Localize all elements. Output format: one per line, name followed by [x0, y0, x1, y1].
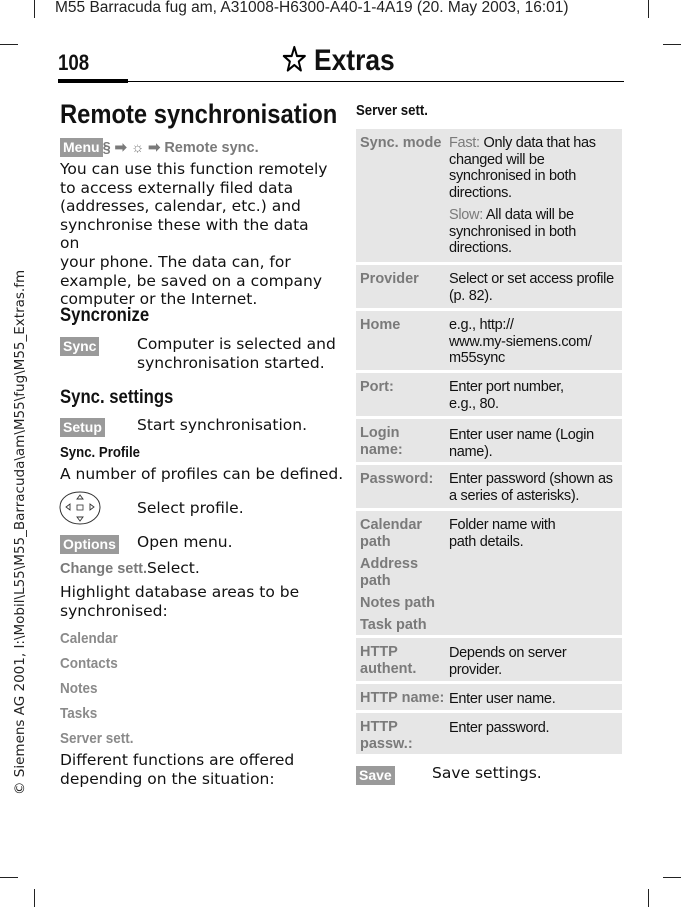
profile-text: A number of profiles can be defined.	[60, 465, 344, 483]
print-header: M55 Barracuda fug am, A31008-H6300-A40-1-4A19 (20. May 2003, 16:01)	[55, 0, 569, 16]
row-value	[449, 517, 619, 550]
crop-mark	[663, 44, 681, 45]
sync-mode-value	[449, 135, 619, 257]
text-line: directions.	[449, 240, 512, 256]
text-line: Enter user name (Login	[449, 427, 594, 443]
page-heading: Remote synchronisation	[60, 99, 338, 129]
text-line: directions.	[449, 184, 512, 201]
area-calendar: Calendar	[60, 630, 118, 647]
text-line: example, be saved on a company	[60, 271, 323, 290]
crop-mark	[648, 889, 649, 907]
offered-text	[60, 751, 330, 788]
text-line: Highlight database areas to be	[60, 583, 300, 601]
text-line: Enter password (shown as	[449, 471, 613, 487]
table-row-sync-mode	[356, 129, 622, 262]
area-tasks: Tasks	[60, 705, 98, 722]
text-line: synchronise these with the data on	[60, 215, 309, 253]
area-contacts: Contacts	[60, 655, 118, 672]
table-row-port	[356, 373, 622, 416]
text-line: a series of asterisks).	[449, 487, 580, 504]
chapter-title	[282, 44, 395, 78]
text-line: Select or set access profile	[449, 271, 614, 287]
row-label: Home	[360, 317, 401, 333]
row-label: Port:	[360, 379, 394, 395]
text-line: your phone. The data can, for	[60, 252, 291, 271]
row-label: HTTP name:	[360, 690, 445, 706]
text-line: name).	[449, 443, 493, 460]
options-key-wrap	[60, 534, 119, 554]
text-line: Enter port number,	[449, 379, 564, 395]
crop-mark	[663, 877, 681, 878]
change-settings-line	[60, 558, 200, 578]
table-row-provider	[356, 265, 622, 308]
setup-key-wrap	[60, 417, 105, 437]
row-label: Address path	[360, 556, 419, 589]
save-description: Save settings.	[432, 764, 542, 782]
setup-description: Start synchronisation.	[137, 416, 308, 434]
setup-key: Setup	[60, 418, 105, 437]
text-line: depending on the situation:	[60, 769, 275, 788]
row-label: Sync. mode	[360, 135, 442, 151]
title-rule	[58, 81, 624, 82]
row-label: HTTP passw.:	[360, 719, 413, 752]
text-line: e.g., http://	[449, 317, 514, 333]
row-value	[449, 720, 619, 737]
row-label: Task path	[360, 617, 427, 633]
fast-label: Fast:	[449, 135, 480, 151]
row-value	[449, 427, 619, 460]
row-label: Login name:	[360, 425, 403, 458]
text-line: (p. 82).	[449, 287, 493, 304]
text-line: synchronised in both	[449, 168, 576, 184]
nav-path	[60, 137, 259, 157]
row-value	[449, 379, 619, 412]
section-heading-sync-settings: Sync. settings	[60, 387, 174, 408]
row-label: Calendar path	[360, 517, 423, 550]
chapter-label: Extras	[313, 44, 395, 77]
highlight-text	[60, 583, 330, 620]
row-value	[449, 271, 619, 304]
sidebar-file-path: © Siemens AG 2001, I:\Mobil\L55\M55_Barracuda\am\M55\fug\M55_Extras.fm	[12, 269, 28, 795]
text-line: m55sync	[449, 350, 505, 366]
crop-mark	[34, 0, 35, 18]
text-line: provider.	[449, 661, 502, 678]
table-row-http-passw	[356, 713, 622, 754]
server-settings-heading: Server sett.	[356, 102, 428, 119]
text-line: synchronised in both	[449, 223, 576, 240]
text-line: Only data that has	[483, 135, 596, 151]
area-server-settings: Server sett.	[60, 730, 134, 747]
row-label: Password:	[360, 471, 434, 487]
text-line: Folder name with	[449, 517, 556, 533]
table-row-login-name	[356, 419, 622, 462]
options-description: Open menu.	[137, 533, 233, 551]
intro-paragraph	[60, 160, 330, 309]
row-value	[449, 471, 619, 504]
text-line: All data will be	[485, 207, 574, 223]
text-line: (addresses, calendar, etc.) and	[60, 197, 301, 216]
page-number: 108	[58, 50, 90, 75]
table-row-http-name	[356, 684, 622, 710]
text-line: computer or the Internet.	[60, 290, 258, 309]
row-value	[449, 645, 619, 678]
crop-mark	[0, 44, 18, 45]
text-line: synchronisation started.	[137, 353, 325, 372]
table-row-http-authent	[356, 638, 622, 681]
nav-path-tail: § ➡ ☼ ➡ Remote sync.	[102, 140, 259, 156]
text-line: Different functions are offered	[60, 751, 295, 769]
row-label: Notes path	[360, 595, 435, 611]
sync-key: Sync	[60, 337, 99, 356]
sync-key-wrap	[60, 336, 99, 356]
row-value	[449, 691, 619, 708]
table-row-paths	[356, 511, 622, 635]
text-line: Enter password.	[449, 720, 550, 736]
text-line: to access externally filed data	[60, 178, 294, 197]
path-labels	[360, 517, 444, 634]
save-key: Save	[356, 766, 395, 785]
save-key-wrap	[356, 765, 395, 785]
change-settings-description: Select.	[147, 559, 200, 577]
crop-mark	[34, 889, 35, 907]
row-label: HTTP authent.	[360, 644, 417, 677]
crop-mark	[648, 0, 649, 18]
star-icon	[282, 45, 307, 73]
profile-heading: Sync. Profile	[60, 444, 140, 461]
text-line: path details.	[449, 533, 524, 550]
select-profile-description: Select profile.	[137, 499, 244, 517]
text-line: e.g., 80.	[449, 395, 499, 412]
row-value	[449, 317, 619, 367]
slow-label: Slow:	[449, 207, 483, 223]
text-line: Enter user name.	[449, 691, 556, 707]
navigation-key-icon	[57, 490, 103, 530]
change-settings-label: Change sett.	[60, 561, 148, 577]
options-key: Options	[60, 535, 119, 554]
sync-description	[137, 335, 337, 372]
row-label: Provider	[360, 271, 419, 287]
text-line: Computer is selected and	[137, 335, 336, 353]
crop-mark	[0, 877, 18, 878]
menu-key: Menu	[60, 138, 103, 157]
table-row-password	[356, 465, 622, 508]
text-line: www.my-siemens.com/	[449, 333, 592, 350]
text-line: synchronised:	[60, 601, 168, 620]
text-line: changed will be	[449, 151, 545, 168]
area-notes: Notes	[60, 680, 98, 697]
text-line: You can use this function remotely	[60, 160, 328, 178]
table-row-home	[356, 311, 622, 370]
section-heading-syncronize: Syncronize	[60, 305, 150, 326]
text-line: Depends on server	[449, 645, 567, 661]
